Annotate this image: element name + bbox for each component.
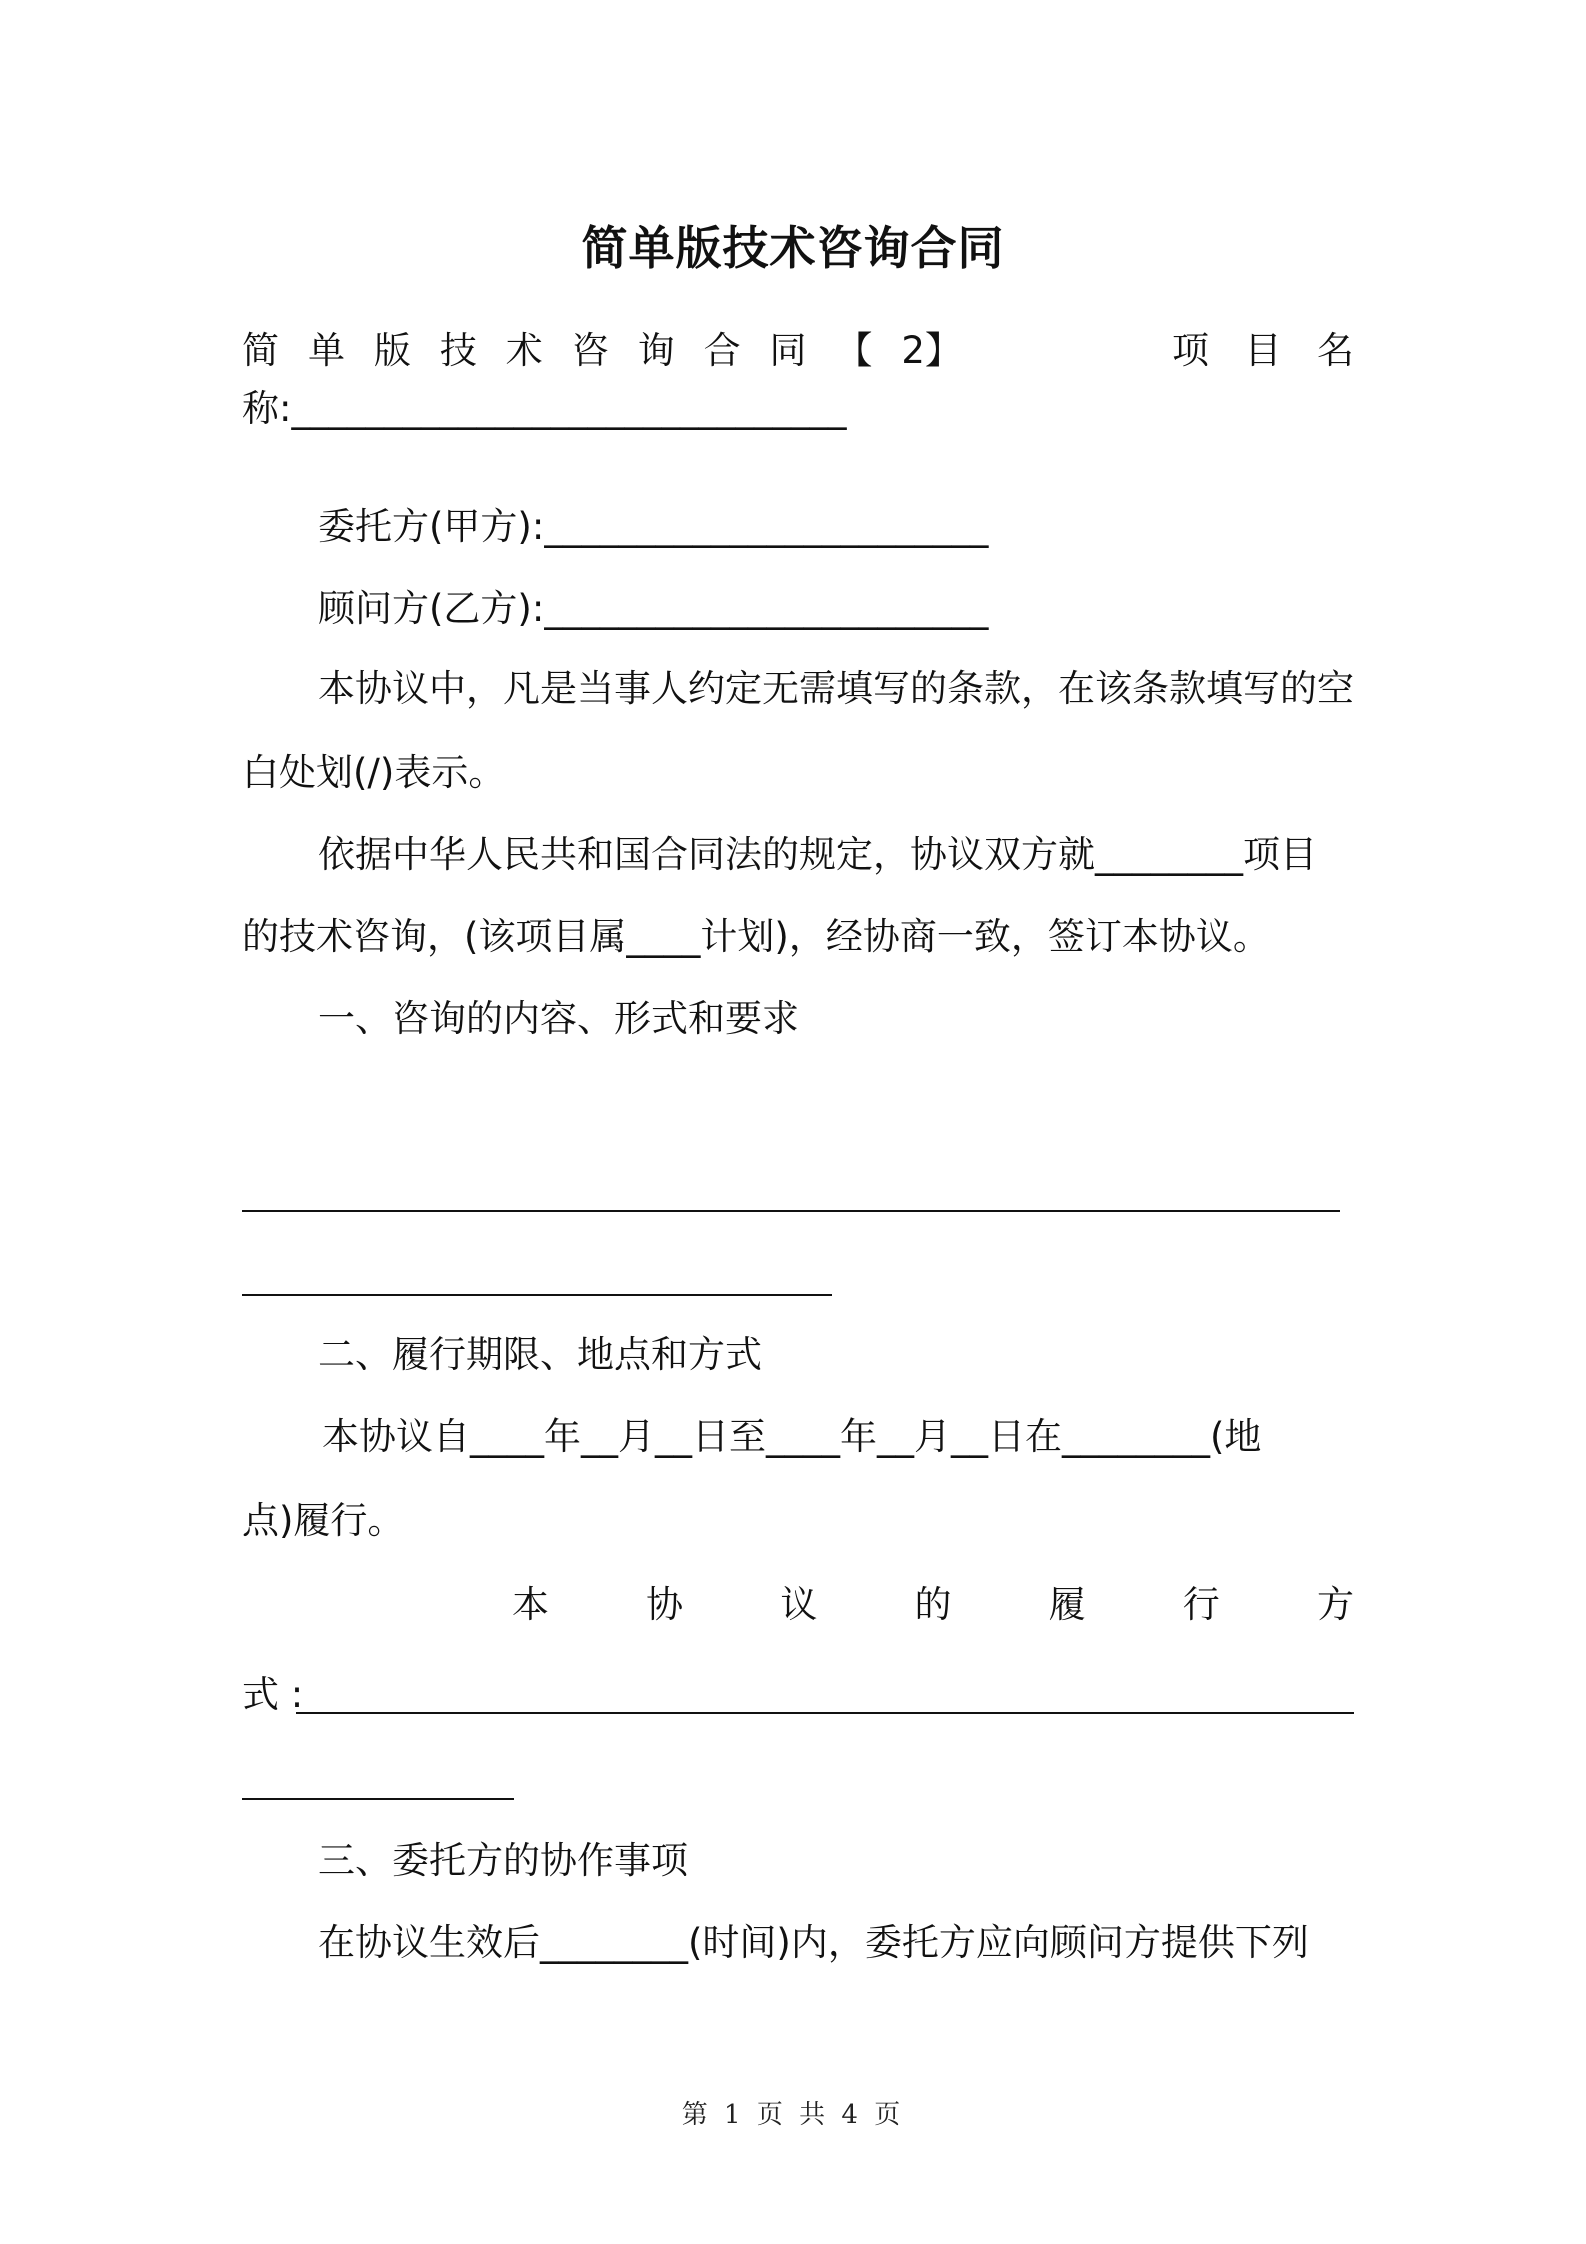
method-char: 本 (512, 1583, 549, 1626)
section2-heading: 二、履行期限、地点和方式 (318, 1333, 762, 1376)
heading-char: 合 (703, 329, 741, 372)
cooperation-line1: 在协议生效后________(时间)内，委托方应向顾问方提供下列 (318, 1921, 1309, 1964)
method-char: 协 (646, 1583, 684, 1626)
period-line1: 本协议自____年__月__日至____年__月__日在________(地 (322, 1415, 1262, 1458)
document-title: 简单版技术咨询合同 (581, 221, 1005, 275)
para2-line1: 依据中华人民共和国合同法的规定，协议双方就________项目 (318, 833, 1317, 876)
section3-heading: 三、委托方的协作事项 (318, 1839, 688, 1882)
heading-char: 版 (373, 329, 411, 372)
method-char: 议 (780, 1583, 818, 1626)
project-label-char: 名 (1317, 329, 1354, 372)
method-label: 式 : (242, 1673, 304, 1716)
heading-char: 简 (242, 329, 279, 372)
method-rule-2 (242, 1798, 514, 1800)
method-rule (296, 1712, 1354, 1714)
blank-rule-1 (242, 1210, 1340, 1212)
para1-line1: 本协议中，凡是当事人约定无需填写的条款，在该条款填写的空 (318, 667, 1354, 710)
project-name-line: 称:______________________________ (242, 387, 847, 430)
page-footer: 第 1 页 共 4 页 (681, 2100, 905, 2130)
consultant-line: 顾问方(乙方):________________________ (318, 587, 989, 630)
heading-char: 询 (637, 329, 675, 372)
heading-char: 术 (505, 329, 543, 372)
para2-line2: 的技术咨询，(该项目属____计划)，经协商一致，签订本协议。 (242, 915, 1270, 958)
heading-char: 咨 (571, 329, 609, 372)
heading-char: 单 (307, 329, 345, 372)
project-label-char: 项 (1172, 329, 1209, 372)
project-label-char: 目 (1244, 329, 1282, 372)
heading-char: 【 (835, 329, 873, 372)
method-char: 行 (1182, 1583, 1220, 1626)
para1-line2: 白处划(/)表示。 (242, 751, 506, 794)
method-chars (512, 1580, 1354, 1630)
heading-char: 同 (769, 329, 807, 372)
heading-char: 技 (439, 329, 477, 372)
method-char: 履 (1048, 1583, 1086, 1626)
client-line: 委托方(甲方):________________________ (318, 505, 989, 548)
section1-heading: 一、咨询的内容、形式和要求 (318, 997, 799, 1040)
period-line2: 点)履行。 (242, 1499, 405, 1542)
heading-chars (242, 326, 962, 376)
blank-rule-2 (242, 1294, 832, 1296)
heading-char: 2】 (901, 329, 962, 372)
method-line1 (512, 1580, 1354, 1630)
method-char: 的 (914, 1583, 952, 1626)
method-char: 方 (1316, 1583, 1354, 1626)
project-label-chars (1172, 326, 1354, 376)
